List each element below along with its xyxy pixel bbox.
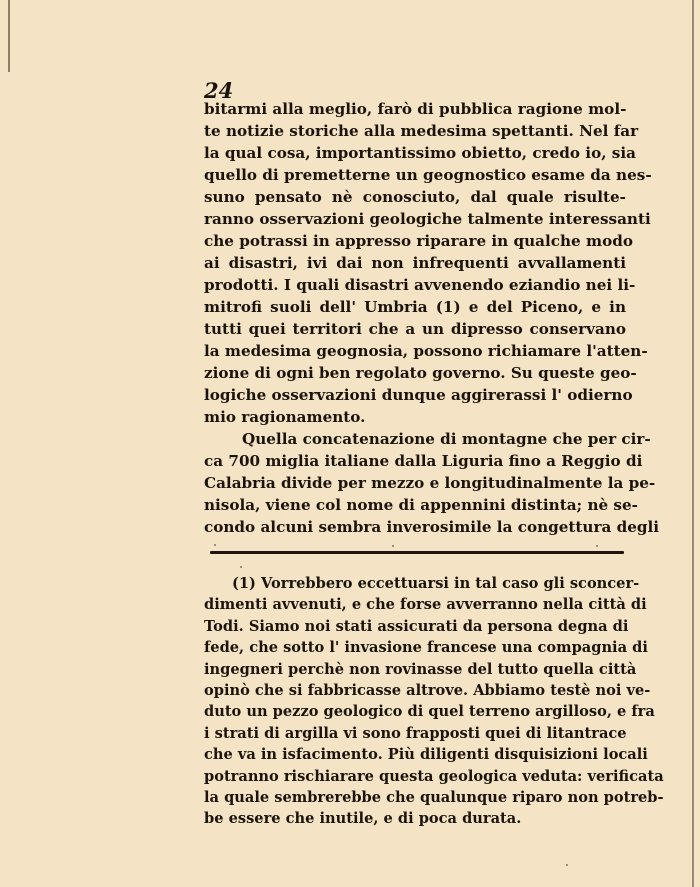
main-text (204, 98, 660, 538)
footnote-line: fede, che sotto l' invasione francese una compagnia di (204, 639, 648, 657)
body-line: mitrofi suoli dell' Umbria (1) e del Piceno, e in (204, 298, 626, 316)
page-edge-shadow-left (8, 0, 10, 72)
body-line: ca 700 miglia italiane dalla Liguria fino a Reggio di (204, 452, 643, 470)
print-speck (566, 864, 568, 866)
body-line: la qual cosa, importantissimo obietto, credo io, sia (204, 144, 636, 162)
body-line: la medesima geognosia, possono richiamare l'atten- (204, 342, 648, 360)
print-speck (392, 545, 394, 547)
body-line: quello di premetterne un geognostico esame da nes- (204, 166, 652, 184)
footnote (204, 573, 664, 830)
body-line: logiche osservazioni dunque aggirerassi l' odierno (204, 386, 633, 404)
print-speck (240, 566, 242, 568)
footnote-line: i strati di argilla vi sono frapposti quei di litantrace (204, 724, 627, 742)
page-number: 24 (204, 78, 234, 103)
footnote-line: ingegneri perchè non rovinasse del tutto quella città (204, 660, 637, 678)
body-line: zione di ogni ben regolato governo. Su queste geo- (204, 364, 637, 382)
footnote-line: dimenti avvenuti, e che forse avverranno nella città di (204, 596, 647, 614)
print-speck (596, 545, 598, 547)
body-line: suno pensato nè conosciuto, dal quale risulte- (204, 188, 626, 206)
footnote-line: che va in isfacimento. Più diligenti disquisizioni locali (204, 746, 648, 764)
body-line: prodotti. I quali disastri avvenendo eziandio nei li- (204, 276, 636, 294)
footnote-line: Todi. Siamo noi stati assicurati da persona degna di (204, 617, 629, 635)
body-line: bitarmi alla meglio, farò di pubblica ragione mol- (204, 100, 627, 118)
footnote-line: (1) Vorrebbero eccettuarsi in tal caso gli sconcer- (232, 575, 640, 592)
body-line: che potrassi in appresso riparare in qualche modo (204, 232, 633, 250)
body-line: te notizie storiche alla medesima spettanti. Nel far (204, 122, 639, 140)
body-line: ai disastri, ivi dai non infrequenti avvallamenti (204, 254, 626, 272)
body-line: nisola, viene col nome di appennini distinta; nè se- (204, 496, 638, 514)
body-line: condo alcuni sembra inverosimile la congettura degli (204, 518, 660, 536)
footnote-separator-rule (210, 551, 624, 554)
body-line: mio ragionamento. (204, 408, 366, 426)
body-line: Calabria divide per mezzo e longitudinalmente la pe- (204, 474, 656, 492)
page-edge-shadow-right (692, 0, 694, 887)
footnote-line: opinò che si fabbricasse altrove. Abbiamo testè noi ve- (204, 682, 651, 700)
footnote-line: duto un pezzo geologico di quel terreno argilloso, e fra (204, 703, 655, 721)
body-line: ranno osservazioni geologiche talmente interessanti (204, 210, 651, 228)
body-line: tutti quei territori che a un dipresso conservano (204, 320, 626, 338)
footnote-line: be essere che inutile, e di poca durata. (204, 810, 522, 828)
body-line: Quella concatenazione di montagne che per cir- (242, 430, 651, 448)
print-speck (214, 544, 216, 546)
footnote-line: la quale sembrerebbe che qualunque riparo non potreb- (204, 789, 664, 807)
footnote-line: potranno rischiarare questa geologica veduta: verificata (204, 767, 664, 785)
